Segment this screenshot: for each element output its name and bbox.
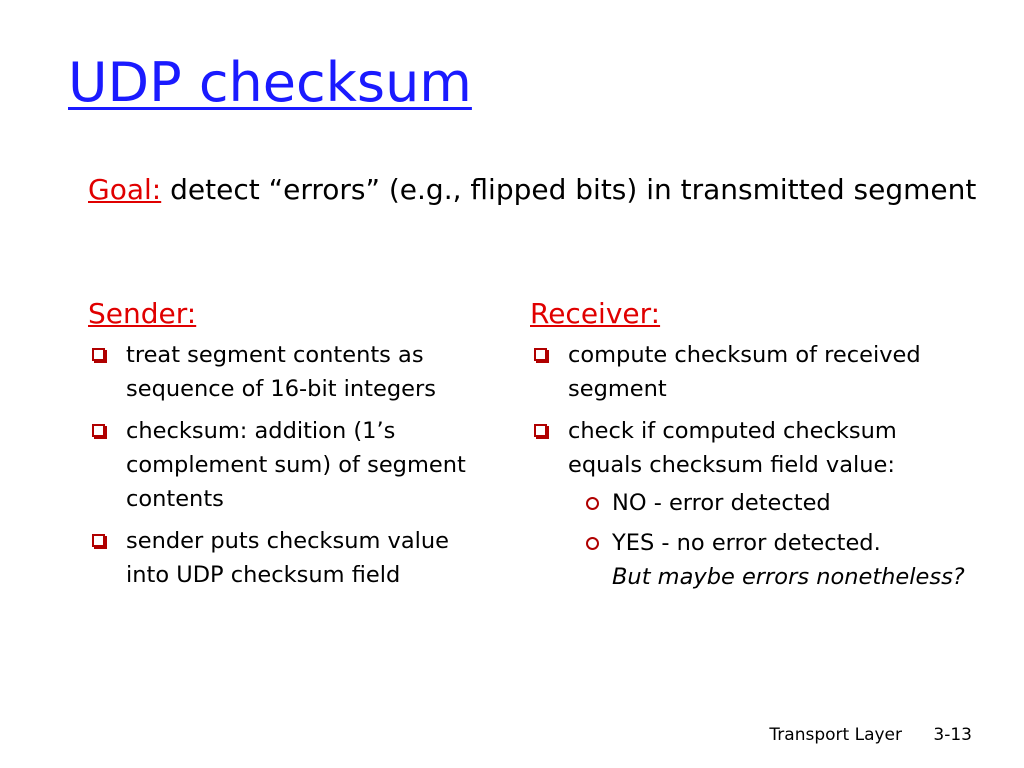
sender-column <box>88 296 468 600</box>
sender-bullet <box>88 414 468 516</box>
receiver-bullet <box>530 414 970 594</box>
goal-label: Goal: <box>88 173 162 206</box>
goal-text: detect “errors” (e.g., flipped bits) in transmitted segment <box>170 173 977 206</box>
receiver-bullet-text: compute checksum of received segment <box>568 342 921 402</box>
slide-title: UDP checksum <box>68 51 472 114</box>
sender-bullet-list <box>88 338 468 592</box>
receiver-bullet <box>530 338 970 406</box>
footer-section-name: Transport Layer <box>769 725 902 745</box>
circle-bullet-icon <box>586 497 599 510</box>
slide-footer <box>769 724 972 746</box>
square-bullet-icon <box>534 348 547 361</box>
circle-bullet-icon <box>586 537 599 550</box>
sender-bullet <box>88 524 468 592</box>
receiver-column <box>530 296 970 602</box>
square-bullet-icon <box>92 534 105 547</box>
sender-bullet-text: checksum: addition (1’s complement sum) of segment contents <box>126 418 466 512</box>
receiver-sub-bullet <box>568 486 970 520</box>
receiver-sub-bullet-italic-note: But maybe errors nonetheless? <box>612 564 965 590</box>
sender-bullet <box>88 338 468 406</box>
goal-statement <box>88 170 1006 210</box>
receiver-bullet-text: check if computed checksum equals checksum field value: <box>568 418 897 478</box>
square-bullet-icon <box>534 424 547 437</box>
sender-bullet-text: treat segment contents as sequence of 16-bit integers <box>126 342 436 402</box>
receiver-sub-bullet-text: NO - error detected <box>612 490 831 516</box>
receiver-bullet-list <box>530 338 970 594</box>
receiver-sub-bullet-list <box>568 486 970 594</box>
footer-page-number: 3-13 <box>933 725 972 745</box>
sender-heading: Sender: <box>88 297 197 330</box>
receiver-sub-bullet <box>568 526 970 594</box>
receiver-heading: Receiver: <box>530 297 661 330</box>
square-bullet-icon <box>92 424 105 437</box>
sender-bullet-text: sender puts checksum value into UDP checksum field <box>126 528 449 588</box>
square-bullet-icon <box>92 348 105 361</box>
receiver-sub-bullet-text: YES - no error detected. <box>612 530 881 556</box>
